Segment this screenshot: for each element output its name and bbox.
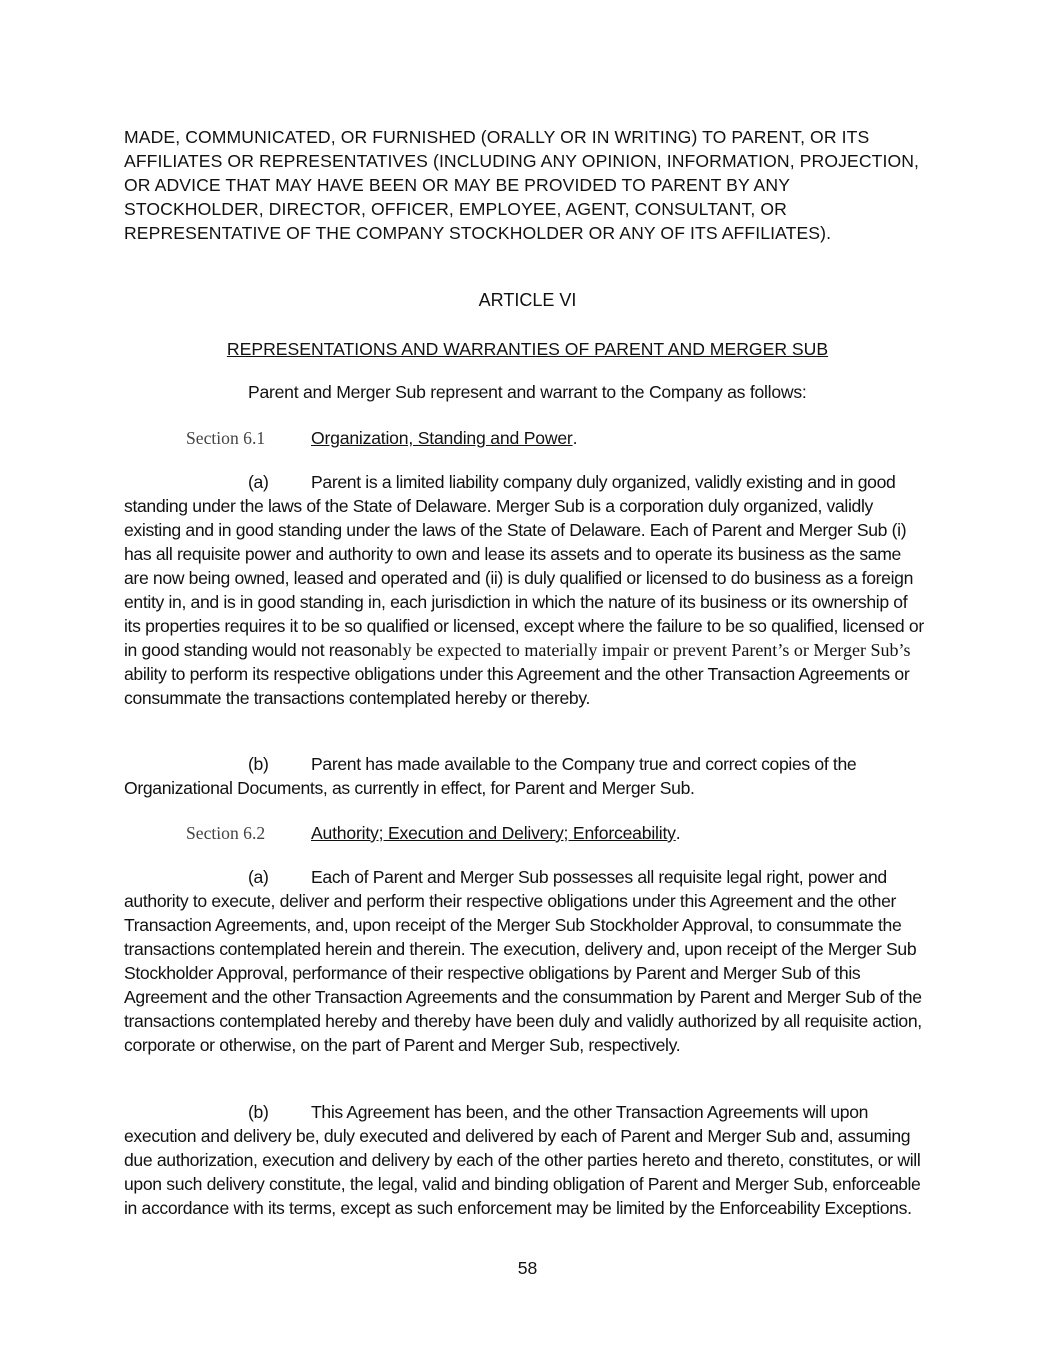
section-6-2-paragraph-a [124, 865, 924, 1057]
section-title-punct: . [572, 428, 578, 448]
article-intro: Parent and Merger Sub represent and warrant to the Company as follows: [248, 382, 807, 402]
section-6-1-heading [186, 426, 577, 450]
page-number: 58 [517, 1258, 538, 1278]
paragraph-label: (a) [248, 867, 269, 887]
paragraph-label: (b) [248, 754, 269, 774]
section-title: Authority; Execution and Delivery; Enforceability [311, 823, 676, 843]
paragraph-text: Each of Parent and Merger Sub possesses all requisite legal right, power and authority to execute, deliver and perform their respective obligations under this Agreement and the other Transaction Agreements, and, upon receipt of the Merger Sub Stockholder Approval, to consummate the transactions contemplated herein and therein. The execution, delivery and, upon receipt of the Merger Sub Stockholder Approval, performance of their respective obligations by Parent and Merger Sub of this Agreement and the other Transaction Agreements and the consummation by Parent and Merger Sub of the transactions contemplated hereby and thereby have been duly and validly authorized by all requisite action, corporate or otherwise, on the part of Parent and Merger Sub, respectively. [124, 867, 922, 1055]
paragraph-text: Parent is a limited liability company duly organized, validly existing and in good standing under the laws of the State of Delaware. Merger Sub is a corporation duly organized, validly existing and in good standing under the laws of the State of Delaware. Each of Parent and Merger Sub (i) has all requisite power and authority to own and lease its assets and to operate its business as the same are now being owned, leased and operated and (ii) is duly qualified or licensed to do business as a foreign entity in, and is in good standing in, each jurisdiction in which the nature of its business or its ownership of its properties requires it to be so qualified or licensed, except where the failure to be so qualified, licensed or in good standing would not reason [124, 472, 924, 660]
paragraph-text-serif-run: ably be expected to materially impair or prevent Parent’s or Merger Sub’s [380, 640, 911, 660]
section-6-2-heading [186, 821, 681, 845]
opening-paragraph: MADE, COMMUNICATED, OR FURNISHED (ORALLY OR IN WRITING) TO PARENT, OR ITS AFFILIATES OR REPRESENTATIVES (INCLUDING ANY OPINION, INFORMATION, PROJECTION, OR ADVICE THAT MAY HAVE BEEN OR MAY BE PROVIDED TO PARENT BY ANY STOCKHOLDER, DIRECTOR, OFFICER, EMPLOYEE, AGENT, CONSULTANT, OR REPRESENTATIVE OF THE COMPANY STOCKHOLDER OR ANY OF ITS AFFILIATES). [124, 127, 920, 243]
section-6-2-paragraph-b [124, 1100, 924, 1220]
section-6-1-paragraph-b [124, 752, 924, 800]
article-title: ARTICLE VI [478, 290, 577, 310]
section-6-1-paragraph-a [124, 470, 924, 710]
section-title-punct: . [675, 823, 681, 843]
article-subtitle: REPRESENTATIONS AND WARRANTIES OF PARENT AND MERGER SUB [226, 339, 829, 359]
paragraph-label: (a) [248, 472, 269, 492]
section-title: Organization, Standing and Power [311, 428, 573, 448]
paragraph-text-continued: ability to perform its respective obligations under this Agreement and the other Transaction Agreements or consummate the transactions contemplated hereby or thereby. [124, 664, 910, 708]
paragraph-text: Parent has made available to the Company true and correct copies of the Organizational Documents, as currently in effect, for Parent and Merger Sub. [124, 754, 857, 798]
section-number: Section 6.1 [186, 428, 266, 448]
section-number: Section 6.2 [186, 823, 266, 843]
paragraph-label: (b) [248, 1102, 269, 1122]
paragraph-text: This Agreement has been, and the other Transaction Agreements will upon execution and delivery be, duly executed and delivered by each of Parent and Merger Sub and, assuming due authorization, execution and delivery by each of the other parties hereto and thereto, constitutes, or will upon such delivery constitute, the legal, valid and binding obligation of Parent and Merger Sub, enforceable in accordance with its terms, except as such enforcement may be limited by the Enforceability Exceptions. [124, 1102, 921, 1218]
